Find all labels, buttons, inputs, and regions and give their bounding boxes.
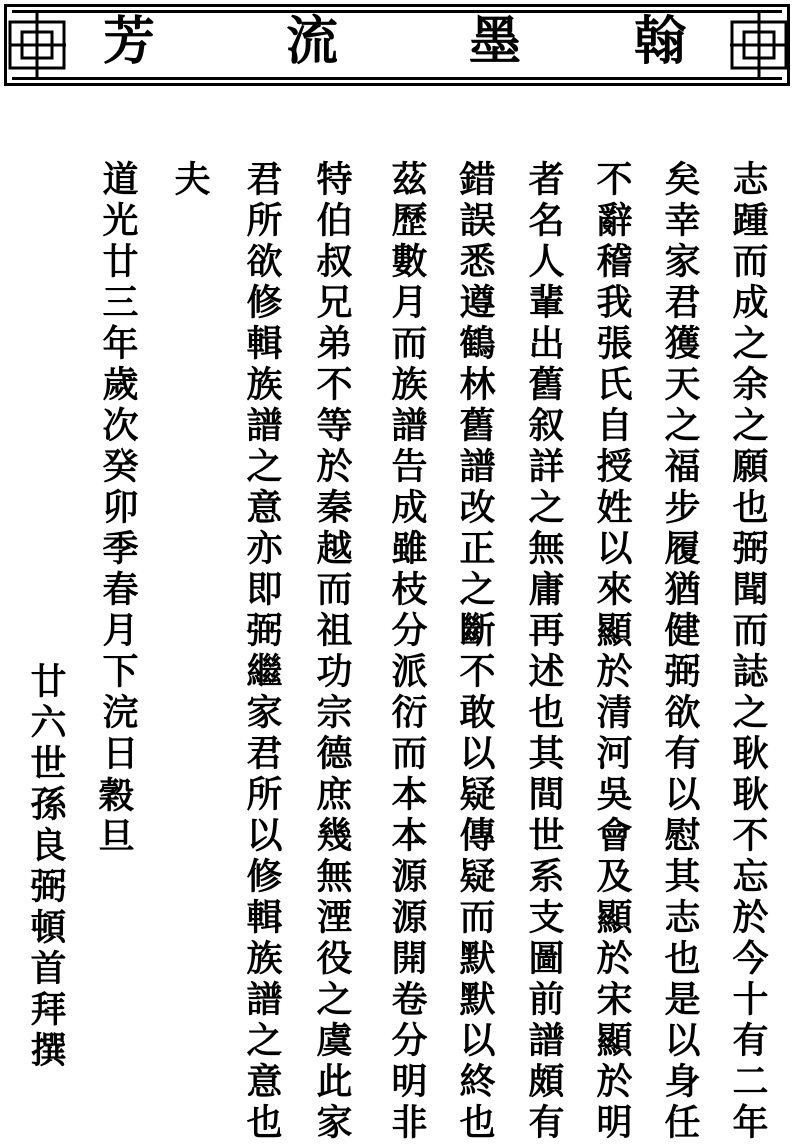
title-char-1: 翰 xyxy=(633,11,686,72)
text-column-7: 特伯叔兄弟不等於秦越而祖功宗德庶幾無湮役之虞此家 xyxy=(311,160,353,1144)
text-column-6: 茲歷數月而族譜告成雖枝分派衍而本本源源開卷分明非 xyxy=(386,160,428,1144)
text-column-2: 矣幸家君獲天之福步履猶健弼欲有以慰其志也是以身任 xyxy=(659,160,701,1144)
text-column-4: 者名人輩出舊叙詳之無庸再述也其間世系支圖前譜頗有 xyxy=(523,160,565,1144)
header-banner xyxy=(0,0,796,92)
text-column-3: 不辭稽我張氏自授姓以來顯於清河吳會及顯於宋顯於明 xyxy=(591,160,633,1144)
text-column-5: 錯誤悉遵鶴林舊譜改正之斷不敢以疑傳疑而默默以終也 xyxy=(454,160,496,1144)
title-char-2: 墨 xyxy=(468,11,521,72)
date-suffix: 穀旦 xyxy=(93,776,135,858)
text-column-8: 君所欲修輯族譜之意亦即弼繼家君所以修輯族譜之意也 xyxy=(241,160,283,1144)
fret-ornament-right-icon xyxy=(730,10,788,80)
date-line: 道光廿三年歲次癸卯季春月下浣日 xyxy=(97,160,139,775)
fret-ornament-left-icon xyxy=(8,10,66,80)
title-char-4: 芳 xyxy=(102,11,155,72)
text-column-1: 志踵而成之余之願也弼聞而誌之耿耿不忘於今十有二年 xyxy=(727,160,769,1144)
title-char-3: 流 xyxy=(285,11,338,72)
text-column-9: 夫 xyxy=(169,160,211,201)
signature-line: 廿六世孫良弼頓首拜撰 xyxy=(25,662,67,1072)
